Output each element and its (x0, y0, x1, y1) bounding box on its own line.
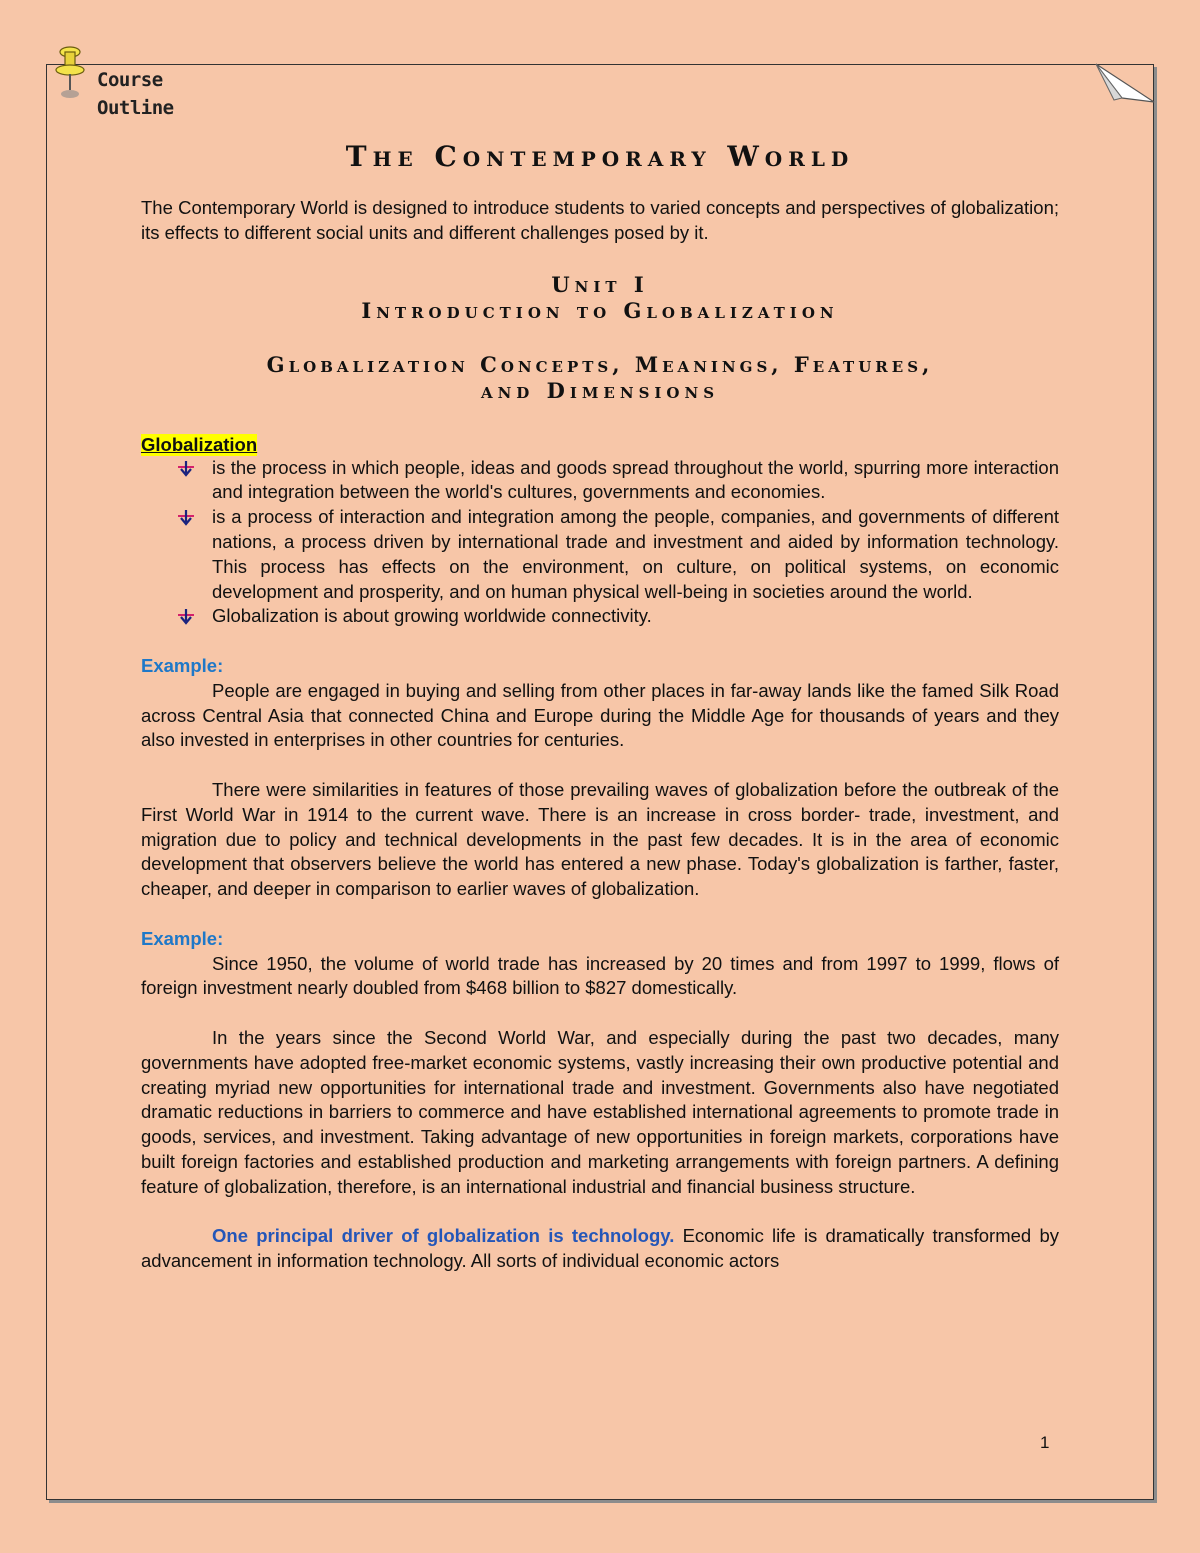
document-title: The Contemporary World (345, 140, 855, 173)
arrow-bullet-icon (176, 608, 196, 626)
technology-rest: Economic life is dramatically transformed by advancement in information technology. All sorts of individual economic actors (141, 1225, 1059, 1272)
course-outline-label (97, 66, 174, 122)
intro-paragraph: The Contemporary World is designed to introduce students to varied concepts and perspectives of globalization; its effects to different social units and different challenges posed by it. (141, 197, 1059, 243)
unit-name: Introduction to Globalization (361, 297, 839, 323)
pushpin-icon (52, 44, 88, 104)
course-outline-line1: Course (97, 69, 163, 91)
example-2-text: Since 1950, the volume of world trade has increased by 20 times and from 1997 to 1999, flows of foreign investment nearly doubled from $468 billion to $827 domestically. (141, 952, 1059, 999)
document-body (141, 140, 1059, 1274)
paragraph-postwar: In the years since the Second World War, and especially during the past two decades, many governments have adopted free-market economic systems, vastly increasing their own productive potential and creating myriad new opportunities for international trade and investment. Governments also have negotiated dramatic reductions in barriers to commerce and have established international agreements to promote trade in goods, services, and investment. Taking advantage of new opportunities in foreign markets, corporations have built foreign factories and established production and marketing arrangements with foreign partners. A defining feature of globalization, therefore, is an international industrial and financial business structure. (141, 1026, 1059, 1197)
definition-bullet-3: Globalization is about growing worldwide connectivity. (212, 605, 652, 627)
definition-bullet-2: is a process of interaction and integration among the people, companies, and governments of different nations, a process driven by international trade and investment and aided by information technology. This process has effects on the environment, on culture, on political systems, on economic development and prosperity, and on human physical well-being in societies around the world. (212, 506, 1059, 602)
page-curl-icon (1092, 62, 1158, 106)
example-1-text: People are engaged in buying and selling from other places in far-away lands like the famed Silk Road across Central Asia that connected China and Europe during the Middle Age for thousands of years and they also invested in enterprises in other countries for centuries. (141, 679, 1059, 751)
unit-label: Unit I (551, 271, 649, 297)
course-outline-line2: Outline (97, 97, 174, 119)
arrow-bullet-icon (176, 460, 196, 478)
page-number: 1 (1040, 1433, 1050, 1452)
list-item (212, 604, 1059, 629)
example-label-1: Example: (141, 654, 224, 676)
definition-heading: Globalization (141, 433, 258, 455)
topic-title-line1: Globalization Concepts, Meanings, Features, (266, 351, 934, 377)
paragraph-technology (141, 1224, 1059, 1274)
technology-highlight: One principal driver of globalization is technology. (212, 1225, 675, 1247)
definition-list (141, 456, 1059, 630)
paragraph-waves: There were similarities in features of those prevailing waves of globalization before the outbreak of the First World War in 1914 to the current wave. There is an increase in cross border- trade, investment, and migration due to policy and technical developments in the past few decades. It is in the area of economic development that observers believe the world has entered a new phase. Today's globalization is farther, faster, cheaper, and deeper in comparison to earlier waves of globalization. (141, 778, 1059, 900)
arrow-bullet-icon (176, 509, 196, 527)
example-label-2: Example: (141, 927, 224, 949)
list-item (212, 456, 1059, 506)
list-item (212, 505, 1059, 604)
topic-title-line2: and Dimensions (480, 377, 720, 403)
definition-bullet-1: is the process in which people, ideas and goods spread throughout the world, spurring more interaction and integration between the world's cultures, governments and economies. (212, 456, 1059, 503)
